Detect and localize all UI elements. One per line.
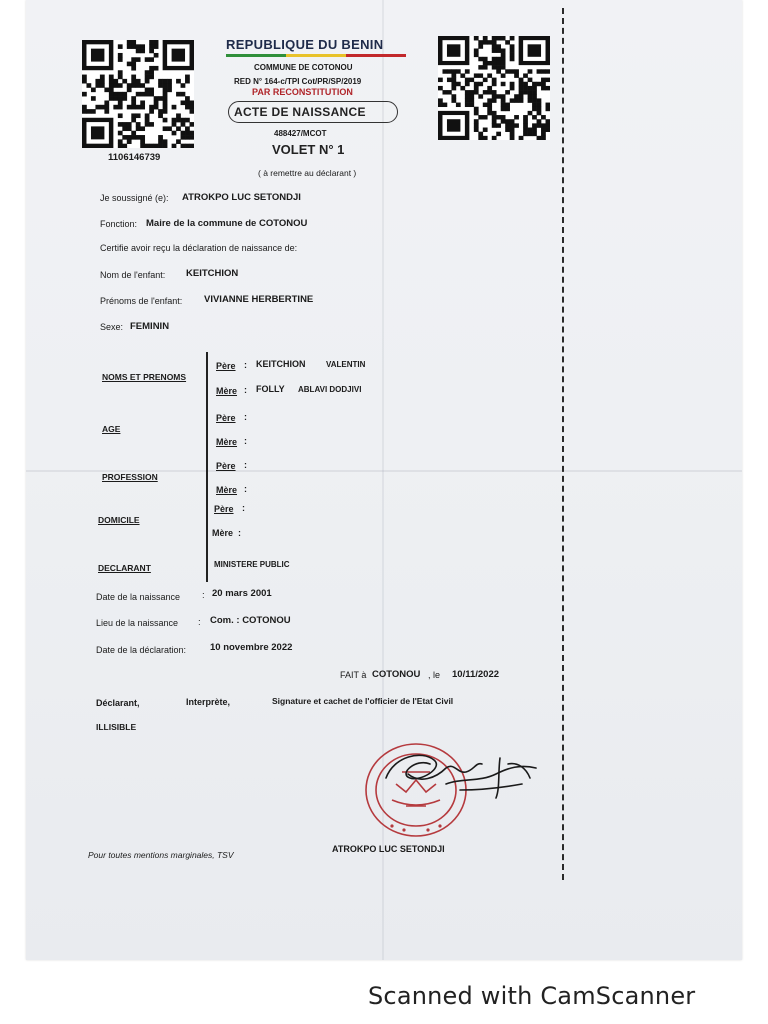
date-naissance-colon: : [202, 590, 205, 601]
colon-pere-4: : [242, 503, 245, 513]
date-naissance-value: 20 mars 2001 [212, 588, 272, 599]
mere-nom: FOLLY [256, 384, 285, 394]
officer-name: ATROKPO LUC SETONDJI [332, 844, 445, 854]
mere-label-2: Mère [216, 437, 238, 447]
birth-certificate-page [26, 0, 742, 960]
mere-prenom: ABLAVI DODJIVI [298, 385, 362, 394]
illisible-text: ILLISIBLE [96, 722, 137, 732]
acte-title: ACTE DE NAISSANCE [234, 105, 366, 119]
reconstitution-label: PAR RECONSTITUTION [252, 87, 353, 97]
ref-number: RED N° 164-c/TPI Cot/PR/SP/2019 [234, 77, 362, 86]
sexe-label: Sexe: [100, 322, 124, 332]
lieu-naissance-value: Com. : COTONOU [210, 615, 291, 626]
camscanner-watermark: Scanned with CamScanner [368, 982, 696, 1010]
colon-mere-2: : [244, 436, 247, 446]
certifie-text: Certifie avoir reçu la déclaration de naissance de: [100, 243, 298, 253]
date-declaration-label: Date de la déclaration: [96, 645, 187, 655]
soussigne-value: ATROKPO LUC SETONDJI [182, 192, 301, 203]
mayor-signature [350, 738, 550, 823]
pere-prenom: VALENTIN [326, 360, 366, 369]
domicile-heading: DOMICILE [98, 515, 140, 525]
age-heading: AGE [102, 424, 121, 434]
sexe-value: FEMININ [130, 321, 170, 332]
fait-le: , le [428, 670, 441, 680]
marginales-note: Pour toutes mentions marginales, TSV [88, 850, 234, 860]
pere-label-4: Père [214, 504, 234, 514]
profession-heading: PROFESSION [102, 472, 158, 482]
noms-prenoms-heading: NOMS ET PRENOMS [102, 372, 187, 382]
mere-label-1: Mère [216, 386, 238, 396]
date-declaration-value: 10 novembre 2022 [210, 642, 293, 653]
fonction-label: Fonction: [100, 219, 138, 229]
pere-label-1: Père [216, 361, 236, 371]
qr-left-number: 1106146739 [108, 152, 161, 163]
pere-nom: KEITCHION [256, 359, 306, 369]
remettre-note: ( à remettre au déclarant ) [258, 168, 357, 178]
acte-number: 488427/MCOT [274, 129, 327, 138]
flag-bar-red [346, 54, 406, 57]
mere-label-4: Mère [212, 528, 234, 538]
date-naissance-label: Date de la naissance [96, 592, 181, 602]
fait-date: 10/11/2022 [452, 669, 500, 680]
dashed-cut-line [562, 8, 564, 880]
soussigne-label: Je soussigné (e): [100, 193, 169, 203]
pere-label-3: Père [216, 461, 236, 471]
interprete-label: Interprète, [186, 697, 231, 707]
prenoms-enfant-value: VIVIANNE HERBERTINE [204, 294, 314, 305]
table-bracket [206, 352, 208, 582]
colon-pere-3: : [244, 460, 247, 470]
colon-mere-4: : [238, 528, 241, 538]
flag-bar-green [226, 54, 286, 57]
republic-title: REPUBLIQUE DU BENIN [226, 37, 384, 52]
pere-label-2: Père [216, 413, 236, 423]
declarant-heading: DECLARANT [98, 563, 151, 573]
qr-code-left [82, 40, 194, 148]
colon-pere-2: : [244, 412, 247, 422]
lieu-naissance-colon: : [198, 617, 201, 628]
fonction-value: Maire de la commune de COTONOU [146, 218, 308, 229]
colon-mere-3: : [244, 484, 247, 494]
lieu-naissance-label: Lieu de la naissance [96, 618, 179, 628]
flag-bar-yellow [286, 54, 346, 57]
signature-cachet-label: Signature et cachet de l'officier de l'Etat Civil [272, 696, 454, 706]
colon-pere-1: : [244, 360, 247, 370]
qr-code-right [438, 36, 550, 140]
declarant-sign-label: Déclarant, [96, 698, 140, 708]
nom-enfant-label: Nom de l'enfant: [100, 270, 166, 280]
volet-number: VOLET N° 1 [272, 142, 345, 157]
prenoms-enfant-label: Prénoms de l'enfant: [100, 296, 183, 306]
fait-city: COTONOU [372, 669, 421, 680]
commune-label: COMMUNE DE COTONOU [254, 63, 353, 72]
nom-enfant-value: KEITCHION [186, 268, 239, 279]
colon-mere-1: : [244, 385, 247, 395]
fait-a-label: FAIT à [340, 670, 367, 680]
mere-label-3: Mère [216, 485, 238, 495]
declarant-value: MINISTERE PUBLIC [214, 560, 290, 569]
